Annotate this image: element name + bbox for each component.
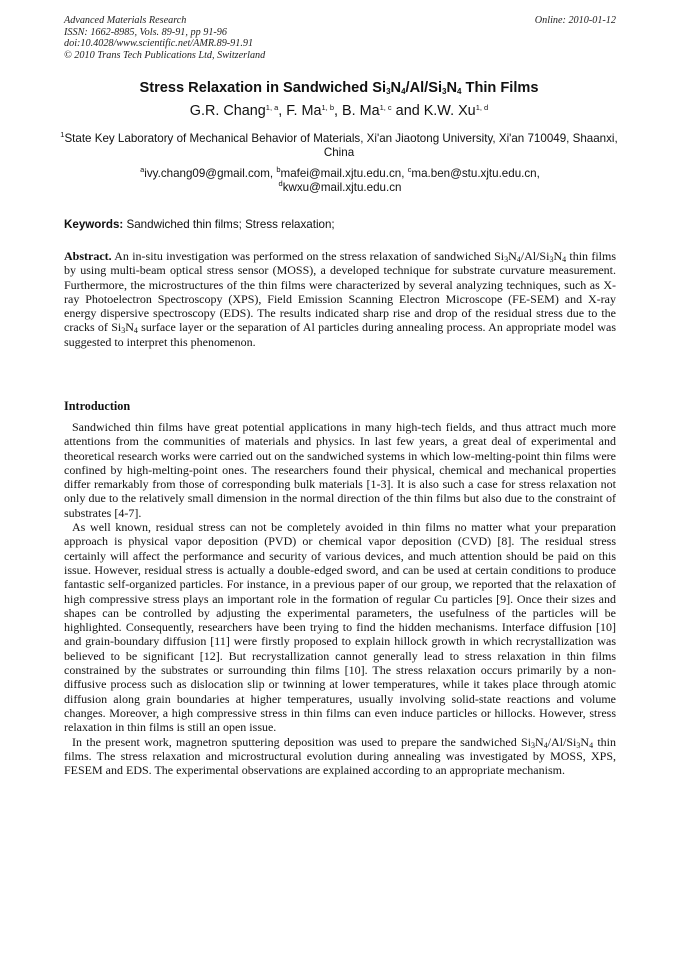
author-name: B. Ma	[342, 103, 380, 119]
paragraph: Sandwiched thin films have great potential applications in many high-tech fields, and thus attract much more attentions from the communities of materials and physics. In last few years, a great deal of experimental and theoretical research works were carried out on the sandwiched systems in which low-melting-point thin films were confined by high-melting-point ones. The researchers found their physical, chemical and mechanical properties differ remarkably from those of corresponding bulk materials [1-3]. It is also such a case for stress relaxation not only due to the relatively small dimension in the normal direction of the thin films but also due to the constraint of substrates [4-7].	[64, 420, 616, 520]
paragraph: In the present work, magnetron sputtering deposition was used to prepare the sandwiched $Si_3N_4/Al/Si_3N_4$ thin films. The stress relaxation and microstructural evolution during annealing was investigated by MOSS, XPS, FESEM and EDS. The experimental observations are explained according to an appropriate mechanism.	[64, 734, 616, 778]
paragraph: As well known, residual stress can not be completely avoided in thin films no matter what your preparation approach is physical vapor deposition (PVD) or chemical vapor deposition (CVD) [8]. The residual stress certainly will affect the performance and security of various devices, and much attention should be paid on this issue. However, residual stress is actually a double-edged sword, and can be used at certain conditions to produce fantastic self-organized particles. For instance, in a previous paper of our group, we reported that the relaxation of high compressive stress plays an important role in the formation of regular Cu particles [9]. Once their sizes and shapes can be controlled by adjusting the experimental parameters, the usefulness of the particles will be highlighted. Consequently, researchers have been trying to find the hidden mechanisms. Interface diffusion [10] and grain-boundary diffusion [11] were firstly proposed to explain hillock growth in which recrystallization was believed to be significant [12]. But recrystallization cannot generally lead to stress relaxation in thin films constrained by the substrates or surrounding thin films [10]. The stress relaxation occurs primarily by a non-diffusive process such as dislocation slip or twinning at lower temperatures, while it takes place through atomic diffusion along grain boundaries at higher temperatures, usually involving solid-state reactions and volume changes. Moreover, a high compressive stress in thin films can even induce particles or hillocks. However, stress relaxation in thin films is still an open issue.	[64, 520, 616, 735]
copyright-line: © 2010 Trans Tech Publications Ltd, Switzerland	[64, 49, 266, 61]
doi-line: doi:10.4028/www.scientific.net/AMR.89-91.91	[64, 38, 254, 50]
keywords-label: Keywords:	[64, 218, 124, 231]
author-list: G.R. Chang$^{1, a}$, F. Ma$^{1, b}$, B. Ma$^{1, c}$ and K.W. Xu$^{1, d}$	[189, 103, 489, 119]
email-list: $^a$ivy.chang09@gmail.com, $^b$mafei@mail.xjtu.edu.cn, $^c$ma.ben@stu.xjtu.edu.cn, $^d$kwxu@mail.xjtu.edu.cn	[140, 165, 540, 194]
affiliation: $^1$State Key Laboratory of Mechanical Behavior of Materials, Xi'an Jiaotong University, Xi'an 710049, Shaanxi, China	[60, 130, 618, 159]
abstract: Abstract. An in-situ investigation was performed on the stress relaxation of sandwiched $Si_3N_4/Al/Si_3N_4$ thin films by using multi-beam optical stress sensor (MOSS), a developed technique for substrate curvature measurement. Furthermore, the microstructures of the thin films were characterized by several analyzing techniques, such as X-ray Photoelectron Spectroscopy (XPS), Field Emission Scanning Electron Microscope (FE-SEM) and X-ray energy dispersive spectroscopy (EDS). The results indicated sharp rise and drop of the residual stress due to the cracks of $Si_3N_4$ surface layer or the separation of Al particles during annealing process. An appropriate model was suggested to interpret this phenomenon.	[64, 249, 616, 349]
author-name: K.W. Xu	[423, 103, 476, 119]
section-heading-introduction: Introduction	[64, 399, 131, 413]
introduction-body	[64, 420, 616, 777]
email-link[interactable]: kwxu@mail.xjtu.edu.cn	[282, 181, 402, 194]
issn-line: ISSN: 1662-8985, Vols. 89-91, pp 91-96	[64, 26, 227, 38]
paper-title: Stress Relaxation in Sandwiched $Si_3N_4/Al/Si_3N_4$ Thin Films	[139, 80, 539, 96]
journal-name: Advanced Materials Research	[64, 15, 187, 26]
keywords	[64, 218, 616, 231]
email-link[interactable]: ivy.chang09@gmail.com	[144, 167, 270, 180]
author-name: F. Ma	[286, 103, 322, 119]
online-date: Online: 2010-01-12	[534, 15, 616, 26]
email-link[interactable]: ma.ben@stu.xjtu.edu.cn	[411, 167, 537, 180]
author-name: G.R. Chang	[189, 103, 266, 119]
abstract-label: Abstract.	[64, 249, 112, 263]
keywords-text: Sandwiched thin films; Stress relaxation;	[123, 218, 335, 231]
journal-header	[64, 15, 616, 61]
email-link[interactable]: mafei@mail.xjtu.edu.cn	[280, 167, 402, 180]
